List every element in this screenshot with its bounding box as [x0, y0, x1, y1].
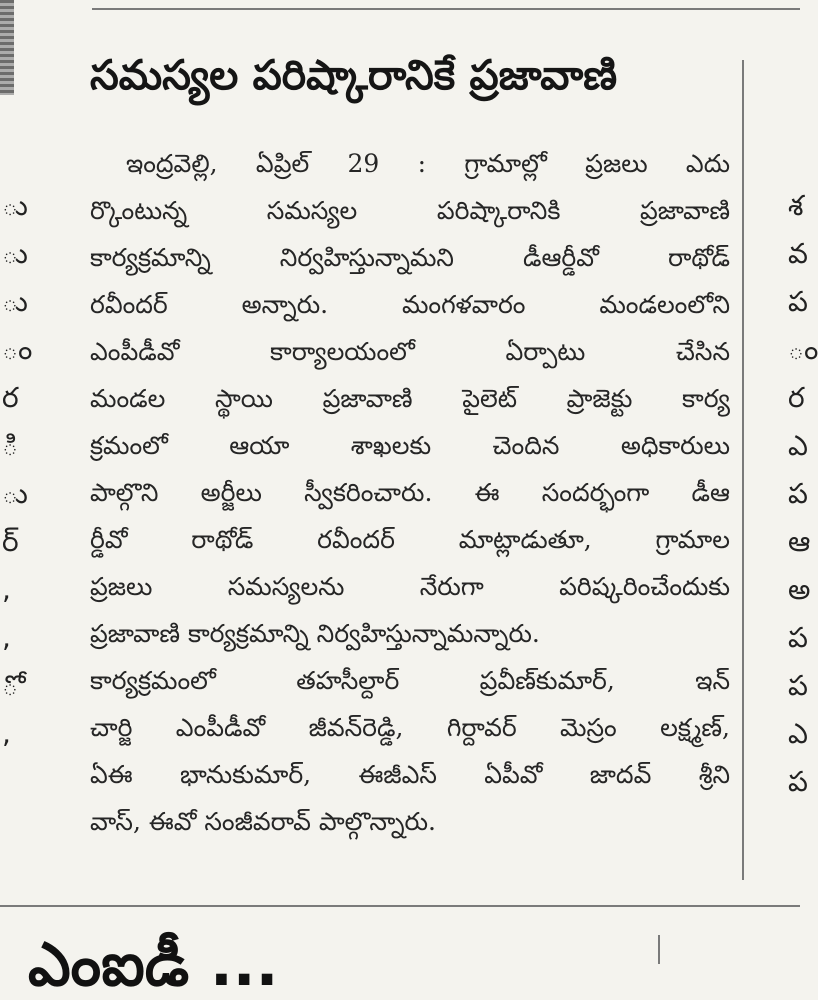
right-column-fragment: వ	[788, 237, 808, 270]
article-line: చార్జి ఎంపీడీవో జీవన్‌రెడ్డి, గిర్దావర్ మెస్రం లక్ష్మణ్,	[90, 713, 730, 742]
right-column-fragment: ఆ	[788, 525, 811, 558]
article-line: పాల్గొని అర్జీలు స్వీకరించారు. ఈ సందర్భంగా డీఆ	[90, 478, 730, 507]
left-adjacent-column	[0, 0, 50, 900]
left-column-fragment: ం	[2, 333, 33, 366]
article-line: ర్డీవో రాథోడ్ రవీందర్ మాట్లాడుతూ, గ్రామాల	[90, 525, 730, 554]
article-line: వాస్, ఈవో సంజీవరావ్ పాల్గొన్నారు.	[90, 807, 436, 836]
right-adjacent-column	[780, 0, 818, 900]
right-column-fragment: ప	[788, 621, 808, 654]
article-line: క్రమంలో ఆయా శాఖలకు చెందిన అధికారులు	[90, 431, 730, 460]
article-line: ఏఈ భానుకుమార్, ఈజీఎస్ ఏపీవో జాదవ్ శ్రీని	[90, 760, 730, 789]
article-line: ప్రజావాణి కార్యక్రమాన్ని నిర్వహిస్తున్నామన్నారు.	[90, 619, 540, 648]
left-column-fragment: ,	[2, 573, 11, 606]
left-column-fragment: ో	[2, 669, 19, 702]
bottom-rule	[0, 905, 800, 907]
right-column-fragment: అ	[788, 573, 811, 606]
left-column-fragment: ర్	[2, 525, 19, 558]
right-column-fragment: ం	[788, 333, 818, 366]
article-line: ఇంద్రవెల్లి, ఏప్రిల్ 29 : గ్రామాల్లో ప్రజలు ఎదు	[126, 149, 730, 178]
article-line: ర్కొంటున్న సమస్యల పరిష్కారానికి ప్రజావాణి	[90, 196, 730, 225]
article-line: మండల స్థాయి ప్రజావాణి పైలెట్ ప్రాజెక్టు కార్య	[90, 384, 730, 413]
article-line: ప్రజలు సమస్యలను నేరుగా పరిష్కరించేందుకు	[90, 572, 730, 601]
article-headline: సమస్యల పరిష్కారానికే ప్రజావాణి	[90, 51, 618, 99]
left-column-fragment: ,	[2, 717, 11, 750]
left-column-fragment: ,	[2, 621, 11, 654]
column-divider-right	[742, 60, 744, 880]
article-line: కార్యక్రమాన్ని నిర్వహిస్తున్నామని డీఆర్డీవో రాథోడ్	[90, 243, 730, 272]
next-article-headline-fragment: ఎంఐడీ ...	[28, 930, 279, 1000]
article-line: ఎంపీడీవో కార్యాలయంలో ఏర్పాటు చేసిన	[90, 337, 730, 366]
left-column-fragment: ు	[2, 477, 28, 510]
left-column-fragment: ు	[2, 237, 28, 270]
left-column-fragment: ు	[2, 285, 28, 318]
article-line: కార్యక్రమంలో తహసీల్దార్ ప్రవీణ్‌కుమార్, ఇన్	[90, 666, 730, 695]
left-column-fragment: ర	[2, 381, 19, 414]
left-column-fragment: ి	[2, 429, 19, 462]
right-column-fragment: ప	[788, 765, 808, 798]
right-column-fragment: ఎ	[788, 717, 808, 750]
left-column-fragment: ు	[2, 189, 28, 222]
right-column-fragment: ప	[788, 477, 808, 510]
right-column-fragment: ప	[788, 669, 808, 702]
right-column-fragment: శ	[788, 189, 804, 222]
article-line: రవీందర్ అన్నారు. మంగళవారం మండలంలోని	[90, 290, 730, 319]
left-photo-fragment	[0, 0, 14, 95]
right-column-fragment: ర	[788, 381, 805, 414]
top-rule	[92, 8, 800, 10]
right-column-fragment: ఎ	[788, 429, 808, 462]
bottom-column-divider	[658, 935, 660, 964]
article-body	[90, 140, 730, 845]
right-column-fragment: ప	[788, 285, 808, 318]
